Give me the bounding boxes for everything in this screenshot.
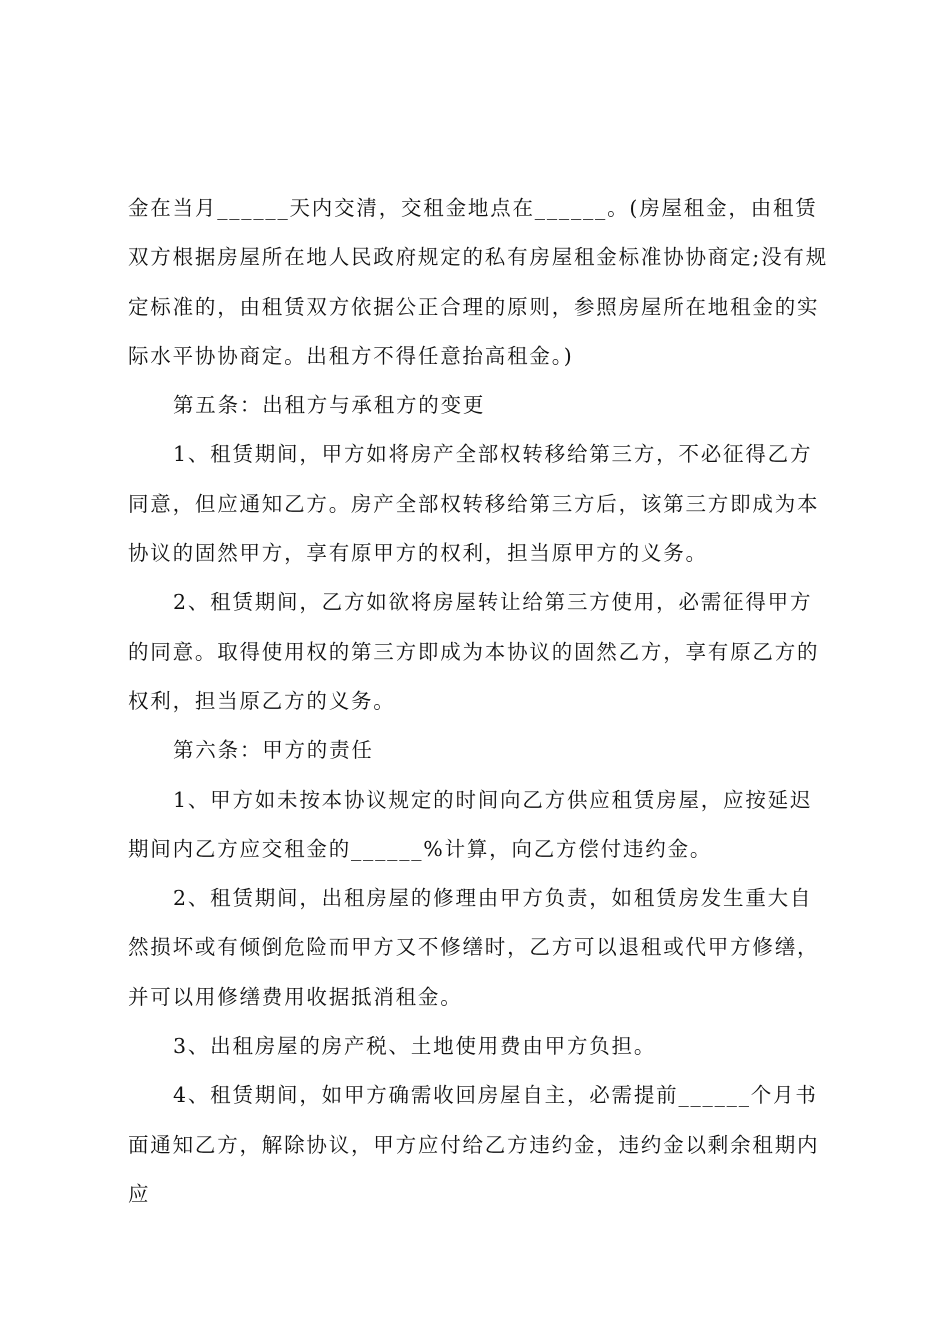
paragraph-article-5-item-1: 1、租赁期间，甲方如将房产全部权转移给第三方，不必征得乙方同意，但应通知乙方。房产全部权转移给第三方后，该第三方即成为本协议的固然甲方，享有原甲方的权利，担当原甲方的义务。: [128, 442, 820, 566]
paragraph-article-6-item-3: 3、出租房屋的房产税、土地使用费由甲方负担。: [173, 1034, 657, 1059]
paragraph-article-6-item-1: 1、甲方如未按本协议规定的时间向乙方供应租赁房屋，应按延迟期间内乙方应交租金的______%计算，向乙方偿付违约金。: [128, 787, 813, 861]
paragraph-article-6-item-2: 2、租赁期间，出租房屋的修理由甲方负责，如租赁房发生重大自然损坏或有倾倒危险而甲方又不修缮时，乙方可以退租或代甲方修缮，并可以用修缮费用收据抵消租金。: [128, 886, 820, 1009]
paragraph-article-5-item-2: 2、租赁期间，乙方如欲将房屋转让给第三方使用，必需征得甲方的同意。取得使用权的第三方即成为本协议的固然乙方，享有原乙方的权利，担当原乙方的义务。: [128, 590, 820, 713]
paragraph-rent-payment: 金在当月______天内交清，交租金地点在______。(房屋租金，由租赁双方根据房屋所在地人民政府规定的私有房屋租金标准协协商定;没有规定标准的，由租赁双方依据公正合理的原则，参照房屋所在地租金的实际水平协协商定。出租方不得任意抬高租金。): [128, 196, 829, 368]
section-heading-article-5: 第五条：出租方与承租方的变更: [173, 393, 486, 418]
section-heading-article-6: 第六条：甲方的责任: [173, 738, 374, 763]
paragraph-article-6-item-4: 4、租赁期间，如甲方确需收回房屋自主，必需提前______个月书面通知乙方，解除协议，甲方应付给乙方违约金，违约金以剩余租期内应: [128, 1083, 820, 1206]
document-body: [128, 184, 828, 1219]
